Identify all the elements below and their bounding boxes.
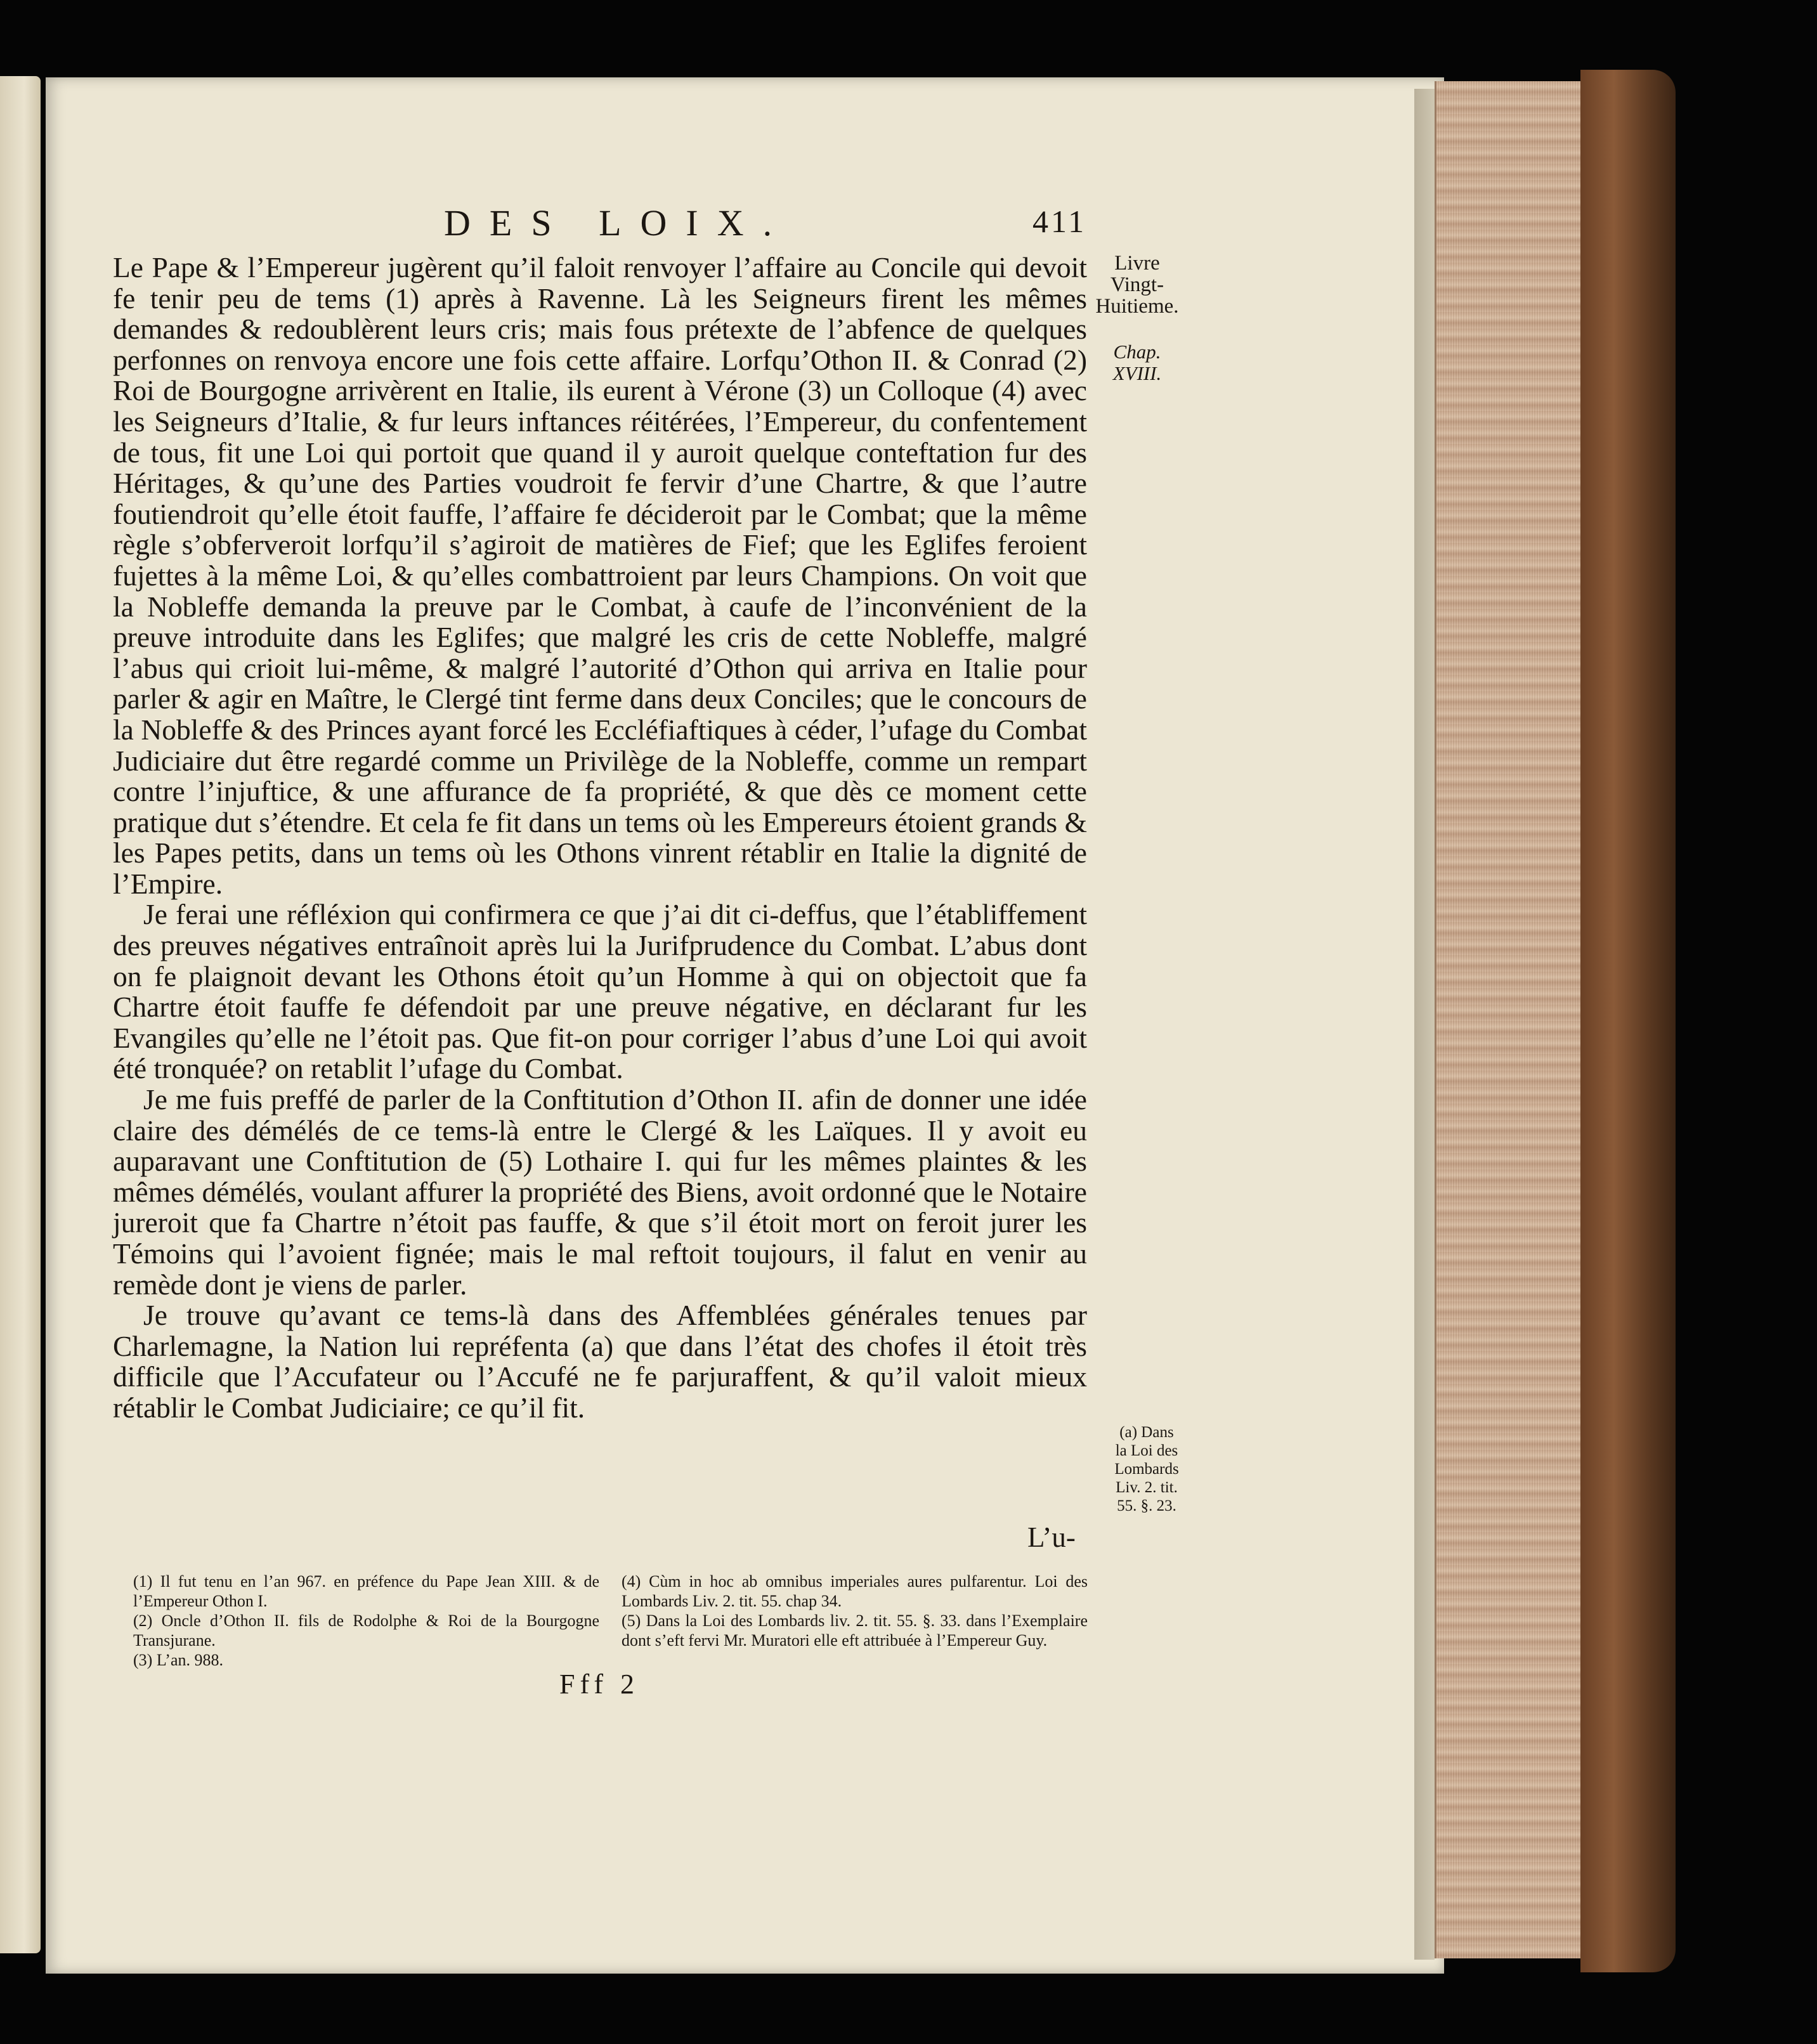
paragraph: Je ferai une réfléxion qui confirmera ce que j’ai dit ci-deffus, que l’établiffement des preuves négatives entraînoit après lui la Jurifprudence du Combat. L’abus dont on fe plaignoit devant les Othons étoit qu’un Homme à qui on objectoit que fa Chartre étoit fauffe fe défendoit par une preuve négative, en déclarant fur les Evangiles qu’elle ne l’étoit pas. Que fit-on pour corriger l’abus d’une Loi qui avoit été tronquée? on retablit l’ufage du Combat. [113,898,1087,1085]
paragraph: Le Pape & l’Empereur jugèrent qu’il faloit renvoyer l’affaire au Concile qui devoit fe tenir peu de tems (1) après à Ravenne. Là les Seigneurs firent les mêmes demandes & redoublèrent leurs cris; mais fous prétexte de l’abfence de quelques perfonnes on renvoya encore une fois cette affaire. Lorfqu’Othon II. & Conrad (2) Roi de Bourgogne arrivèrent en Italie, ils eurent à Vérone (3) un Colloque (4) avec les Seigneurs d’Italie, & fur leurs inftances réitérées, l’Empereur, du confentement de tous, fit une Loi qui portoit que quand il y auroit quelque conteftation fur des Héritages, & qu’une des Parties voudroit fe fervir d’une Chartre, & que l’autre foutiendroit qu’elle étoit fauffe, l’affaire fe décideroit par le Combat; que la même règle s’obferveroit lorfqu’il s’agiroit de matières de Fief; que les Eglifes feroient fujettes à la même Loi, & qu’elles combattroient par leurs Champions. On voit que la Nobleffe demanda la preuve par le Combat, à caufe de l’inconvénient de la preuve introduite dans les Eglifes; que malgré les cris de cette Nobleffe, malgré l’abus qui crioit lui-même, & malgré l’autorité d’Othon qui arriva en Italie pour parler & agir en Maître, le Clergé tint ferme dans deux Conciles; que le concours de la Nobleffe & des Princes ayant forcé les Eccléfiaftiques à céder, l’ufage du Combat Judiciaire dut être regardé comme un Privilège de la Nobleffe, comme un rempart contre l’injuftice, & une affurance de fa propriété, & que dès ce moment cette pratique dut s’étendre. Et cela fe fit dans un tems où les Empereurs étoient grands & les Papes petits, dans un tems où les Othons vinrent rétablir en Italie la dignité de l’Empire. [113,251,1087,900]
margin-livre: Livre [1114,252,1160,275]
margin-vingt: Vingt- [1110,273,1164,296]
margin-chapter-label [1090,341,1185,384]
margin-note [1090,1423,1204,1515]
footnotes-left-column [133,1572,599,1670]
footnote: (5) Dans la Loi des Lombards liv. 2. tit. 55. §. 33. dans l’Exemplaire dont s’eft fervi Mr. Muratori elle eft attribuée à l’Empereur Guy. [622,1611,1088,1650]
facing-page-edge [0,76,41,1953]
footnotes-right-column [622,1572,1088,1650]
margin-huitieme: Huitieme. [1095,295,1179,318]
running-title: DES LOIX. [444,202,791,244]
footnote: (2) Oncle d’Othon II. fils de Rodolphe & Roi de la Bourgogne Transjurane. [133,1611,599,1650]
page-block-fore-edge [1435,81,1582,1958]
signature-mark: Fff 2 [559,1669,639,1700]
leather-cover [1580,70,1676,1972]
margin-book-label [1090,252,1185,317]
margin-chap-number: XVIII. [1112,362,1162,384]
footnote: (4) Cùm in hoc ab omnibus imperiales aures pulfarentur. Loi des Lombards Liv. 2. tit. 55. chap 34. [622,1572,1088,1610]
margin-note-line: 55. §. 23. [1117,1497,1176,1514]
margin-note-line: la Loi des [1115,1442,1178,1459]
paragraph: Je trouve qu’avant ce tems-là dans des Affemblées générales tenues par Charlemagne, la Nation lui repréfenta (a) que dans l’état des chofes il étoit très difficile que l’Accufateur ou l’Accufé ne fe parjuraffent, & qu’il valoit mieux rétablir le Combat Judiciaire; ce qu’il fit. [113,1299,1087,1424]
margin-chap: Chap. [1113,341,1161,363]
footnote: (3) L’an. 988. [133,1651,224,1669]
margin-note-line: (a) Dans [1119,1424,1174,1441]
page-gutter-shadow [1414,89,1435,1960]
catchword: L’u- [1027,1521,1076,1553]
page-number: 411 [1032,204,1087,239]
margin-note-line: Liv. 2. tit. [1116,1479,1178,1496]
margin-note-line: Lombards [1114,1461,1179,1478]
paragraph: Je me fuis preffé de parler de la Conftitution d’Othon II. afin de donner une idée claire des démélés de ce tems-là entre le Clergé & les Laïques. Il y avoit eu auparavant une Conftitution de (5) Lothaire I. qui fur les mêmes plaintes & les mêmes démélés, voulant affurer la propriété des Biens, avoit ordonné que le Notaire jureroit que fa Chartre n’étoit pas fauffe, & que s’il étoit mort on feroit jurer les Témoins qui l’avoient fignée; mais le mal reftoit toujours, il falut en venir au remède dont je viens de parler. [113,1083,1087,1301]
main-text [113,252,1087,1424]
footnote: (1) Il fut tenu en l’an 967. en préfence du Pape Jean XIII. & de l’Empereur Othon I. [133,1572,599,1610]
